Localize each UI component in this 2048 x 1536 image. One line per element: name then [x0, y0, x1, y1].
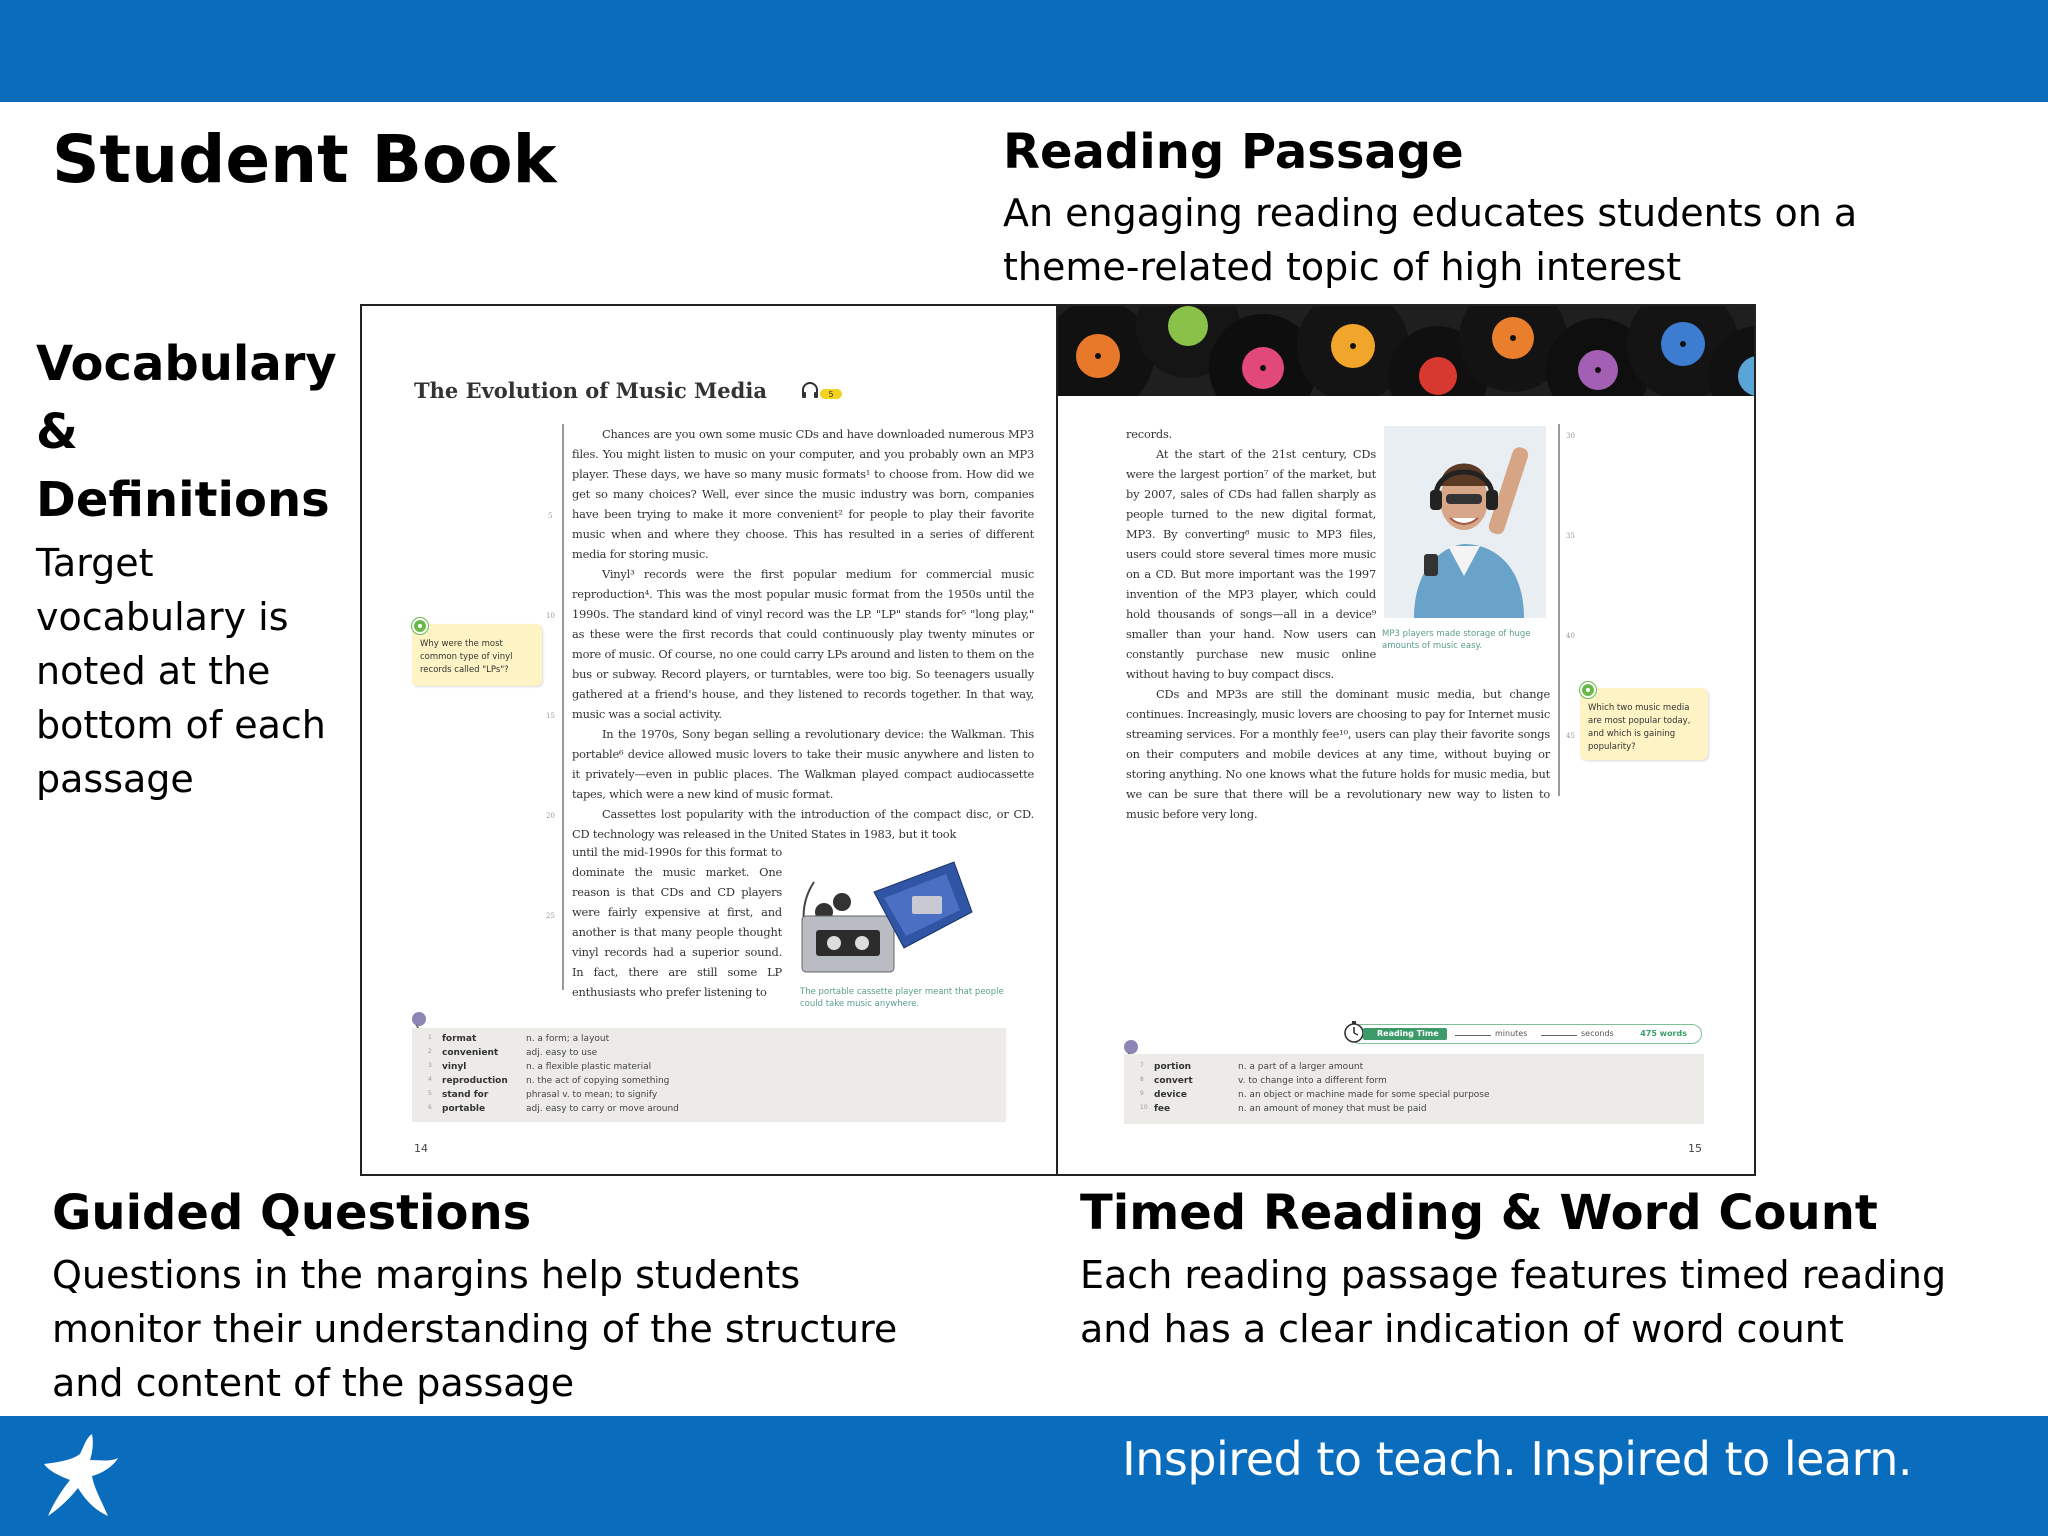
vocab-number: 5 [428, 1090, 432, 1097]
note-pin-icon [412, 618, 428, 634]
vocab-row [412, 1088, 1006, 1102]
guided-question-text: Why were the most common type of vinyl records called "LPs"? [420, 639, 513, 675]
passage-paragraph: until the mid-1990s for this format to dominate the music market. One reason is that CDs and CD players were fairly expensive at first, and another is that many people thought vinyl records had a superior sound. In fact, there are still some LP enthusiasts who prefer listening to [572, 845, 782, 999]
vinyl-records-photo [1058, 306, 1754, 396]
stopwatch-icon [1343, 1021, 1365, 1043]
vocab-definition: n. an object or machine made for some special purpose [1238, 1090, 1490, 1100]
page-number: 14 [414, 1142, 428, 1155]
passage-paragraph: Cassettes lost popularity with the introduction of the compact disc, or CD. CD technology was released in the United States in 1983, but it took [572, 807, 1034, 841]
vocab-word: format [442, 1034, 477, 1044]
pushpin-icon [1124, 1040, 1138, 1054]
photo-caption: MP3 players made storage of huge amounts of music easy. [1382, 629, 1531, 651]
vocab-row [1124, 1074, 1704, 1088]
vocab-number: 9 [1140, 1090, 1144, 1097]
passage-paragraph: CDs and MP3s are still the dominant music media, but change continues. Increasingly, music lovers are choosing to pay for Internet music streaming services. For a monthly fee¹⁰, users can play their favorite songs on their computers and mobile devices at any time, without buying or storing anything. No one knows what the future holds for music media, but we can be sure that there will be a revolutionary new way to listen to music before very long. [1126, 687, 1550, 821]
vocab-definition: n. the act of copying something [526, 1076, 670, 1086]
line-number: 35 [1566, 532, 1575, 540]
vocab-row [1124, 1102, 1704, 1116]
line-number: 25 [546, 912, 555, 920]
vocab-word: convenient [442, 1048, 499, 1058]
vocab-number: 10 [1140, 1104, 1148, 1111]
column-rule [1558, 424, 1560, 796]
line-number: 10 [546, 612, 555, 620]
vocab-word: reproduction [442, 1076, 508, 1086]
vocab-definition: n. an amount of money that must be paid [1238, 1104, 1427, 1114]
tagline: Inspired to teach. Inspired to learn. [1122, 1432, 1912, 1486]
vocab-row [1124, 1060, 1704, 1074]
book-spread [360, 304, 1756, 1176]
minutes-blank [1455, 1035, 1491, 1036]
seconds-label: seconds [1581, 1029, 1614, 1038]
passage-paragraph: At the start of the 21st century, CDs were the largest portion⁷ of the market, but by 2007, sales of CDs had fallen sharply as people turned to the new digital format, MP3. By converting⁸ music to MP3 files, users could store several times more music on a CD. But more important was the 1997 invention of the MP3 player, which could hold thousands of songs—all in a device⁹ smaller than your hand. Now users can constantly purchase new music online without having to buy compact discs. [1126, 447, 1376, 681]
vocab-definition: n. a part of a larger amount [1238, 1062, 1364, 1072]
passage-body-wide [572, 424, 1034, 844]
reading-time-label: Reading Time [1363, 1028, 1447, 1040]
vocab-word: portion [1154, 1062, 1192, 1072]
line-number: 45 [1566, 732, 1575, 740]
vinyl-records-graphic [1058, 306, 1754, 396]
vocabulary-box [412, 1028, 1006, 1122]
left-page [362, 306, 1058, 1174]
guided-question-note [1580, 688, 1708, 760]
guided-questions-heading: Guided Questions [52, 1185, 532, 1241]
vocab-number: 4 [428, 1076, 432, 1083]
vocabulary-heading: Vocabulary & Definitions [36, 336, 337, 528]
vocab-word: portable [442, 1104, 486, 1114]
vocab-definition: adj. easy to carry or move around [526, 1104, 679, 1114]
reading-passage-description: An engaging reading educates students on a theme-related topic of high interest [1003, 191, 1858, 289]
line-number: 30 [1566, 432, 1575, 440]
vocab-definition: adj. easy to use [526, 1048, 598, 1058]
pushpin-icon [412, 1012, 426, 1026]
passage-paragraph: In the 1970s, Sony began selling a revolutionary device: the Walkman. This portable⁶ device allowed music lovers to take their music anywhere and listen to it privately—even in public places. The Walkman played compact audiocassette tapes, which were a new kind of music format. [572, 727, 1034, 801]
line-number: 15 [546, 712, 555, 720]
minutes-label: minutes [1495, 1029, 1528, 1038]
passage-body-wide [1126, 684, 1550, 824]
passage-paragraph: Vinyl³ records were the first popular medium for commercial music reproduction⁴. This was the most popular music format from the 1950s until the 1990s. The standard kind of vinyl record was the LP. "LP" stands for⁵ "long play," as these were the first records that could continuously play twenty minutes or more of music. Of course, no one could carry LPs around and listen to them on the bus or subway. Record players, or turntables, were too big. So teenagers usually gathered at a friend's house, and they listened to records together. In that way, music was a social activity. [572, 567, 1034, 721]
vocab-row [412, 1046, 1006, 1060]
vocab-row [412, 1102, 1006, 1116]
page-number: 15 [1688, 1142, 1702, 1155]
vocab-word: device [1154, 1090, 1187, 1100]
cassette-player-photo [794, 852, 974, 976]
guided-question-note [412, 624, 542, 686]
vocab-definition: n. a form; a layout [526, 1034, 610, 1044]
word-count: 475 words [1640, 1029, 1687, 1038]
vocab-word: convert [1154, 1076, 1193, 1086]
headphones-audio-icon [800, 380, 844, 400]
vocab-row [1124, 1088, 1704, 1102]
vocab-number: 3 [428, 1062, 432, 1069]
column-rule [562, 424, 564, 990]
right-page [1058, 306, 1754, 1174]
line-number: 40 [1566, 632, 1575, 640]
man-with-headphones-photo [1384, 426, 1546, 618]
timed-reading-description: Each reading passage features timed reading and has a clear indication of word count [1080, 1253, 1947, 1351]
guided-questions-description: Questions in the margins help students monitor their understanding of the structure and content of the passage [52, 1253, 898, 1405]
reading-passage-heading: Reading Passage [1003, 124, 1464, 180]
vocab-row [412, 1032, 1006, 1046]
vocab-word: stand for [442, 1090, 489, 1100]
vocab-definition: phrasal v. to mean; to signify [526, 1090, 658, 1100]
photo-caption: The portable cassette player meant that people could take music anywhere. [800, 987, 1004, 1009]
vocab-number: 6 [428, 1104, 432, 1111]
timed-reading-bar [1350, 1024, 1702, 1044]
vocab-number: 7 [1140, 1062, 1144, 1069]
top-brand-bar [0, 0, 2048, 102]
vocab-word: fee [1154, 1104, 1171, 1114]
audio-track-number: 5 [828, 390, 834, 399]
seconds-blank [1541, 1035, 1577, 1036]
vocab-row [412, 1060, 1006, 1074]
line-number: 5 [548, 512, 553, 520]
note-pin-icon [1580, 682, 1596, 698]
timed-reading-heading: Timed Reading & Word Count [1080, 1185, 1878, 1241]
passage-body-narrow [1126, 424, 1376, 684]
vocabulary-box [1124, 1054, 1704, 1124]
line-number: 20 [546, 812, 555, 820]
vocab-number: 1 [428, 1034, 432, 1041]
vocab-definition: n. a flexible plastic material [526, 1062, 652, 1072]
slide-title: Student Book [52, 121, 557, 198]
passage-lead: records. [1126, 427, 1173, 441]
vocab-row [412, 1074, 1006, 1088]
passage-body-narrow [572, 842, 782, 1002]
guided-question-text: Which two music media are most popular today, and which is gaining popularity? [1588, 703, 1691, 752]
vocab-word: vinyl [442, 1062, 467, 1072]
passage-paragraph: Chances are you own some music CDs and have downloaded numerous MP3 files. You might listen to music on your computer, and you probably own an MP3 player. These days, we have so many music formats¹ to choose from. How did we get so many choices? Well, ever since the music industry was born, companies have been trying to make it more convenient² for people to play their favorite music when and where they choose. This has resulted in a series of different media for storing music. [572, 427, 1034, 561]
vocab-number: 2 [428, 1048, 432, 1055]
star-figure-logo-icon [30, 1430, 122, 1522]
vocabulary-description: Target vocabulary is noted at the bottom of each passage [36, 541, 326, 801]
vocab-number: 8 [1140, 1076, 1144, 1083]
vocab-definition: v. to change into a different form [1238, 1076, 1387, 1086]
passage-title: The Evolution of Music Media [414, 378, 767, 403]
